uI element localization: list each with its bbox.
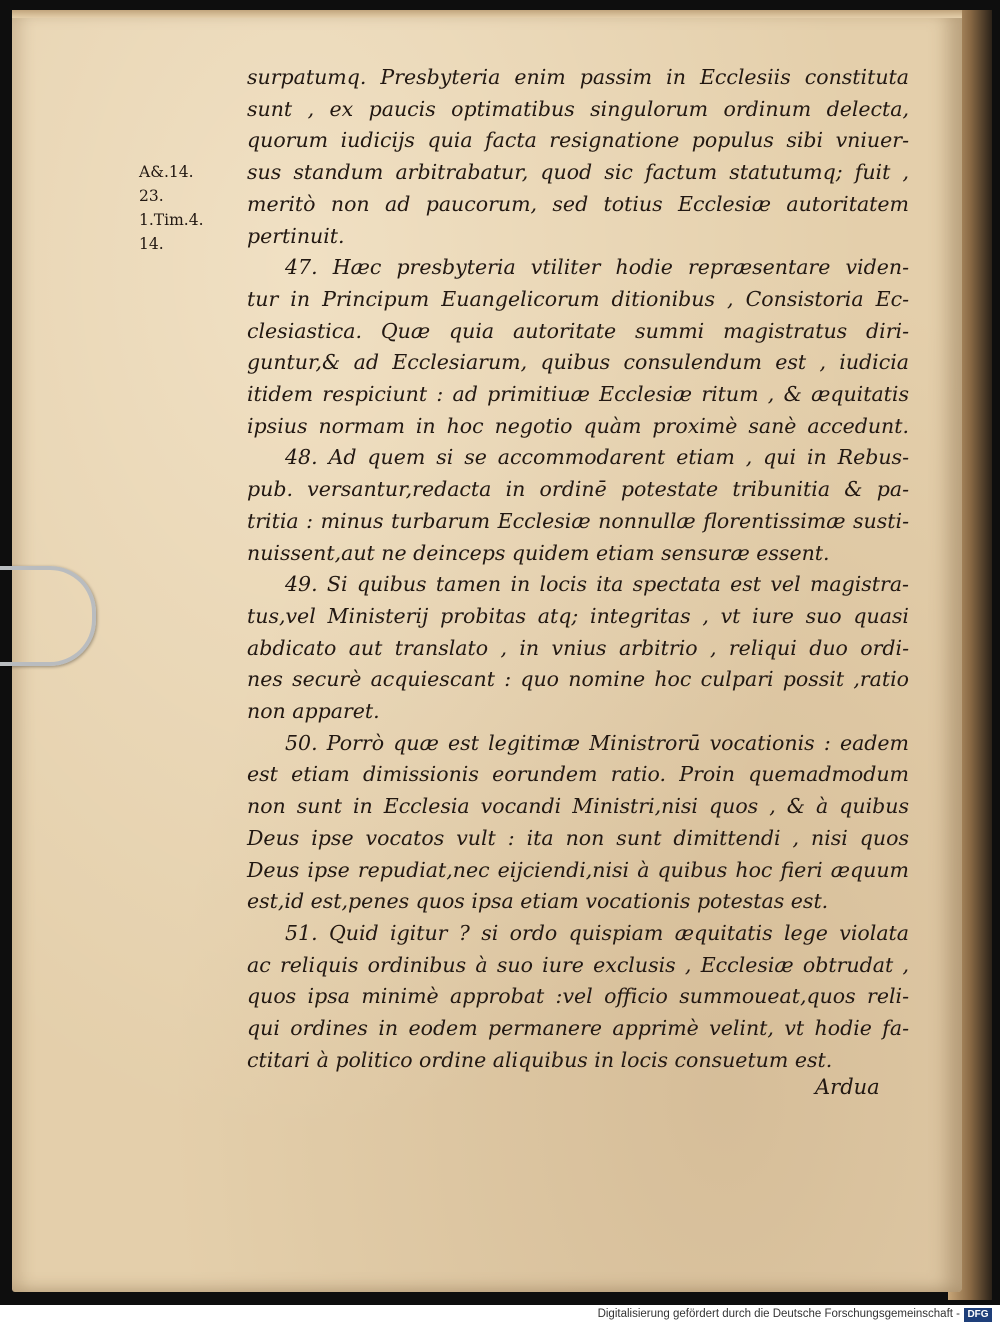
- text-line: qui ordines in eodem permanere apprimè velint, vt hodie fa-: [247, 1016, 909, 1041]
- body-text: [247, 62, 909, 1077]
- page-top-edge: [12, 10, 962, 18]
- text-line: 51. Quid igitur ? si ordo quispiam æquitatis lege violata: [285, 920, 909, 945]
- margin-references: [139, 160, 204, 256]
- text-line: meritò non ad paucorum, sed totius Ecclesiæ autoritatem: [247, 191, 909, 216]
- text-line: abdicato aut translato , in vnius arbitrio , reliqui duo ordi-: [247, 635, 909, 660]
- footer-bar: [0, 1305, 1000, 1325]
- text-line: tus,vel Ministerij probitas atq; integritas , vt iure suo quasi: [247, 603, 909, 628]
- text-line: non sunt in Ecclesia vocandi Ministri,nisi quos , & à quibus: [247, 794, 909, 819]
- text-line: non apparet.: [247, 699, 380, 724]
- text-line: clesiastica. Quæ quia autoritate summi magistratus diri-: [247, 318, 909, 343]
- margin-note: 14.: [139, 235, 164, 253]
- text-line: Deus ipse repudiat,nec eijciendi,nisi à quibus hoc fieri æquum: [247, 857, 909, 882]
- text-line: guntur,& ad Ecclesiarum, quibus consulendum est , iudicia: [247, 350, 909, 375]
- paper-clip: [0, 566, 96, 666]
- text-line: Deus ipse vocatos vult : ita non sunt dimittendi , nisi quos: [247, 825, 909, 850]
- margin-note: 23.: [139, 187, 164, 205]
- text-line: 49. Si quibus tamen in locis ita spectata est vel magistra-: [285, 572, 909, 597]
- text-line: ipsius normam in hoc negotio quàm proximè sanè accedunt.: [247, 413, 909, 438]
- funding-credit: Digitalisierung gefördert durch die Deutsche Forschungsgemeinschaft -: [597, 1308, 960, 1320]
- text-line: sunt , ex paucis optimatibus singulorum ordinum delecta,: [247, 96, 909, 121]
- text-line: sus standum arbitrabatur, quod sic factum statutumq; fuit ,: [247, 160, 909, 185]
- text-line: tritia : minus turbarum Ecclesiæ nonnullæ florentissimæ susti-: [247, 508, 909, 533]
- margin-note: A&.14.: [139, 163, 194, 181]
- text-line: ctitari à politico ordine aliquibus in locis consuetum est.: [247, 1047, 833, 1072]
- text-line: 48. Ad quem si se accommodarent etiam , qui in Rebus-: [285, 445, 909, 470]
- text-line: surpatumq. Presbyteria enim passim in Ecclesiis constituta: [247, 65, 909, 89]
- text-line: quorum iudicijs quia facta resignatione populus sibi vniuer-: [247, 128, 909, 153]
- text-line: 50. Porrò quæ est legitimæ Ministrorū vocationis : eadem: [285, 730, 909, 755]
- text-line: nes securè acquiescant : quo nomine hoc culpari possit ,ratio: [247, 667, 909, 692]
- margin-note: 1.Tim.4.: [139, 211, 204, 229]
- text-line: pertinuit.: [247, 223, 345, 248]
- text-line: itidem respiciunt : ad primitiuæ Ecclesiæ ritum , & æquitatis: [247, 382, 909, 407]
- text-line: tur in Principum Euangelicorum ditionibus , Consistoria Ec-: [247, 286, 909, 311]
- text-line: est etiam dimissionis eorundem ratio. Proin quemadmodum: [247, 762, 909, 787]
- catchword: Ardua: [815, 1075, 880, 1099]
- text-line: pub. versantur,redacta in ordinē potestate tribunitia & pa-: [247, 477, 909, 502]
- text-line: quos ipsa minimè approbat :vel officio summoueat,quos reli-: [247, 984, 909, 1009]
- text-line: ac reliquis ordinibus à suo iure exclusis , Ecclesiæ obtrudat ,: [247, 952, 909, 977]
- text-line: 47. Hæc presbyteria vtiliter hodie repræsentare viden-: [285, 255, 909, 280]
- text-line: nuissent,aut ne deinceps quidem etiam sensuræ essent.: [247, 540, 830, 565]
- text-line: est,id est,penes quos ipsa etiam vocationis potestas est.: [247, 889, 829, 914]
- dfg-logo-icon: DFG: [964, 1308, 992, 1322]
